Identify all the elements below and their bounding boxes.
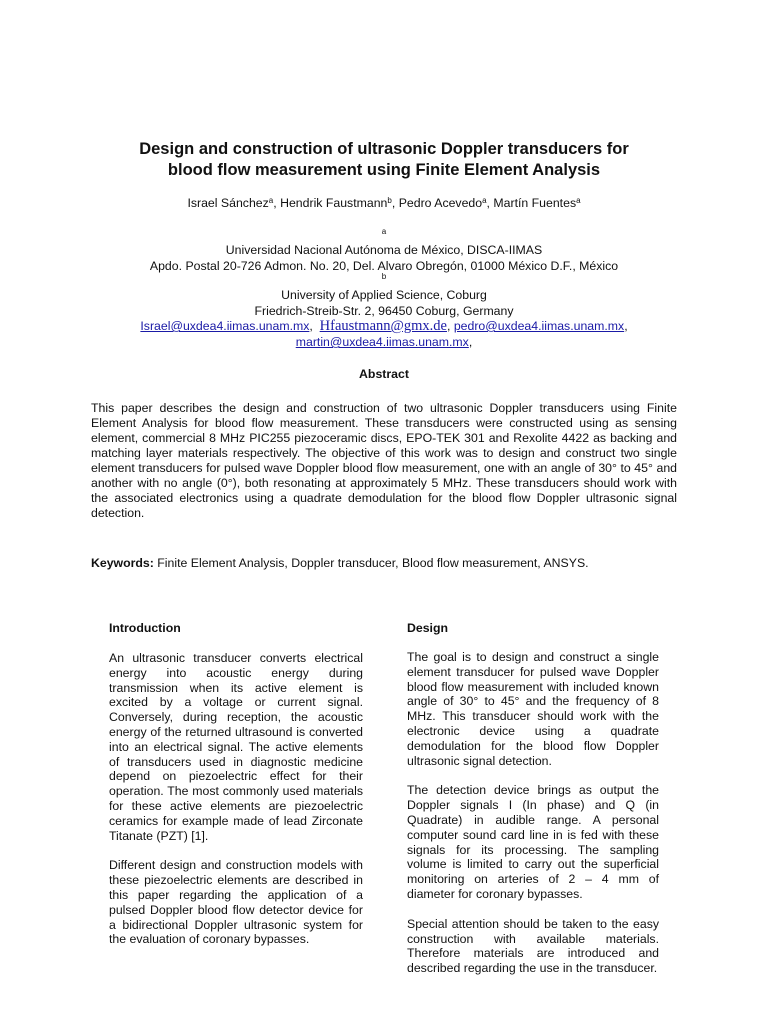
author-name: Hendrik Faustmann	[280, 196, 388, 210]
abstract-heading: Abstract	[359, 367, 409, 381]
introduction-paragraph-1: An ultrasonic transducer converts electrical energy into acoustic energy during transmission when its active element is excited by a voltage or current signal. Conversely, during reception, the acoustic energy of the returned ultrasound is converted into an electrical signal. The active elements of transducers used in diagnostic medicine depend on piezoelectric effect for their operation. The most commonly used materials for these active elements are piezoelectric ceramics for example made of lead Zirconate Titanate (PZT) [1].	[109, 651, 363, 843]
abstract-text: This paper describes the design and construction of two ultrasonic Doppler transducers using Finite Element Analysis for blood flow measurement. These transducers were constructed using as sensing element, commercial 8 MHz PIC255 piezoceramic discs, EPO-TEK 301 and Rexolite 4422 as backing and matching layer materials respectively. The objective of this work was to design and construct two single element transducers for pulsed wave Doppler blood flow measurement, one with an angle of 30° to 45° and another with no angle (0°), both resonating at approximately 5 MHz. These transducers should work with the associated electronics using a quadrate demodulation for the blood flow Doppler ultrasonic signal detection.	[91, 401, 677, 520]
affiliation-institution: University of Applied Science, Coburg	[281, 288, 487, 302]
author-name: Pedro Acevedo	[398, 196, 483, 210]
email-link-fuentes[interactable]: martin@uxdea4.iimas.unam.mx	[295, 335, 469, 349]
affiliation-a-line-1	[40, 226, 728, 258]
introduction-paragraph-2: Different design and construction models with these piezoelectric elements are described in this paper regarding the application of a pulsed Doppler blood flow detector device for a bidirectional Doppler ultrasonic system for the evaluation of coronary bypasses.	[109, 858, 363, 947]
email-link-acevedo[interactable]: pedro@uxdea4.iimas.unam.mx	[453, 319, 625, 333]
author-affiliation-mark: a	[268, 196, 274, 205]
introduction-heading: Introduction	[109, 621, 181, 635]
affiliation-mark: b	[381, 272, 387, 281]
affiliation-a-address: Apdo. Postal 20-726 Admon. No. 20, Del. Alvaro Obregón, 01000 México D.F., México	[149, 259, 619, 273]
affiliation-institution: Universidad Nacional Autónoma de México, DISCA-IIMAS	[225, 243, 543, 257]
affiliation-b-address: Friedrich-Streib-Str. 2, 96450 Coburg, Germany	[254, 304, 514, 318]
design-section	[407, 620, 659, 991]
author-name: Martín Fuentes	[493, 196, 577, 210]
keywords-label: Keywords:	[91, 556, 154, 570]
affiliation-b	[40, 271, 728, 319]
introduction-section	[109, 620, 363, 962]
design-heading: Design	[407, 621, 448, 635]
email-list: Israel@uxdea4.iimas.unam.mx, Hfaustmann@gmx.de, pedro@uxdea4.iimas.unam.mx, martin@uxdea4.iimas.unam.mx,	[140, 318, 628, 349]
design-paragraph-3: Special attention should be taken to the easy construction with available materials. Therefore materials are introduced and described regarding the use in the transducer.	[407, 916, 659, 976]
author-affiliation-mark: a	[576, 196, 581, 205]
author-name: Israel Sánchez	[187, 196, 269, 210]
title-line-1: Design and construction of ultrasonic Doppler transducers for	[139, 140, 629, 158]
email-link-faustmann[interactable]: Hfaustmann@gmx.de	[319, 318, 447, 334]
affiliation-a	[40, 226, 728, 274]
affiliation-mark: a	[381, 227, 387, 236]
design-paragraph-2: The detection device brings as output the Doppler signals I (In phase) and Q (in Quadrate) in audible range. A personal computer sound card line in is fed with these signals for its processing. The sampling volume is limited to carry out the superficial monitoring on arteries of 2 – 4 mm of diameter for coronary bypasses.	[407, 783, 659, 901]
keywords-text: Finite Element Analysis, Doppler transducer, Blood flow measurement, ANSYS.	[153, 556, 589, 570]
keywords-line	[91, 555, 691, 571]
email-link-sanchez[interactable]: Israel@uxdea4.iimas.unam.mx	[140, 319, 310, 333]
paper-title	[60, 139, 708, 181]
design-paragraph-1: The goal is to design and construct a single element transducer for pulsed wave Doppler blood flow measurement with included known angle of 30° to 45° and the frequency of 8 MHz. This transducer should work with the electronic device using a quadrate demodulation for the blood flow Doppler ultrasonic signal detection.	[407, 650, 659, 768]
affiliation-b-line-1	[40, 271, 728, 303]
author-separator: ,	[273, 196, 281, 210]
author-separator: ,	[391, 196, 399, 210]
author-affiliation-mark: a	[482, 196, 487, 205]
author-list	[60, 195, 708, 211]
author-affiliation-mark: b	[387, 196, 392, 205]
author-separator: ,	[486, 196, 494, 210]
title-line-2: blood flow measurement using Finite Element Analysis	[167, 161, 601, 179]
